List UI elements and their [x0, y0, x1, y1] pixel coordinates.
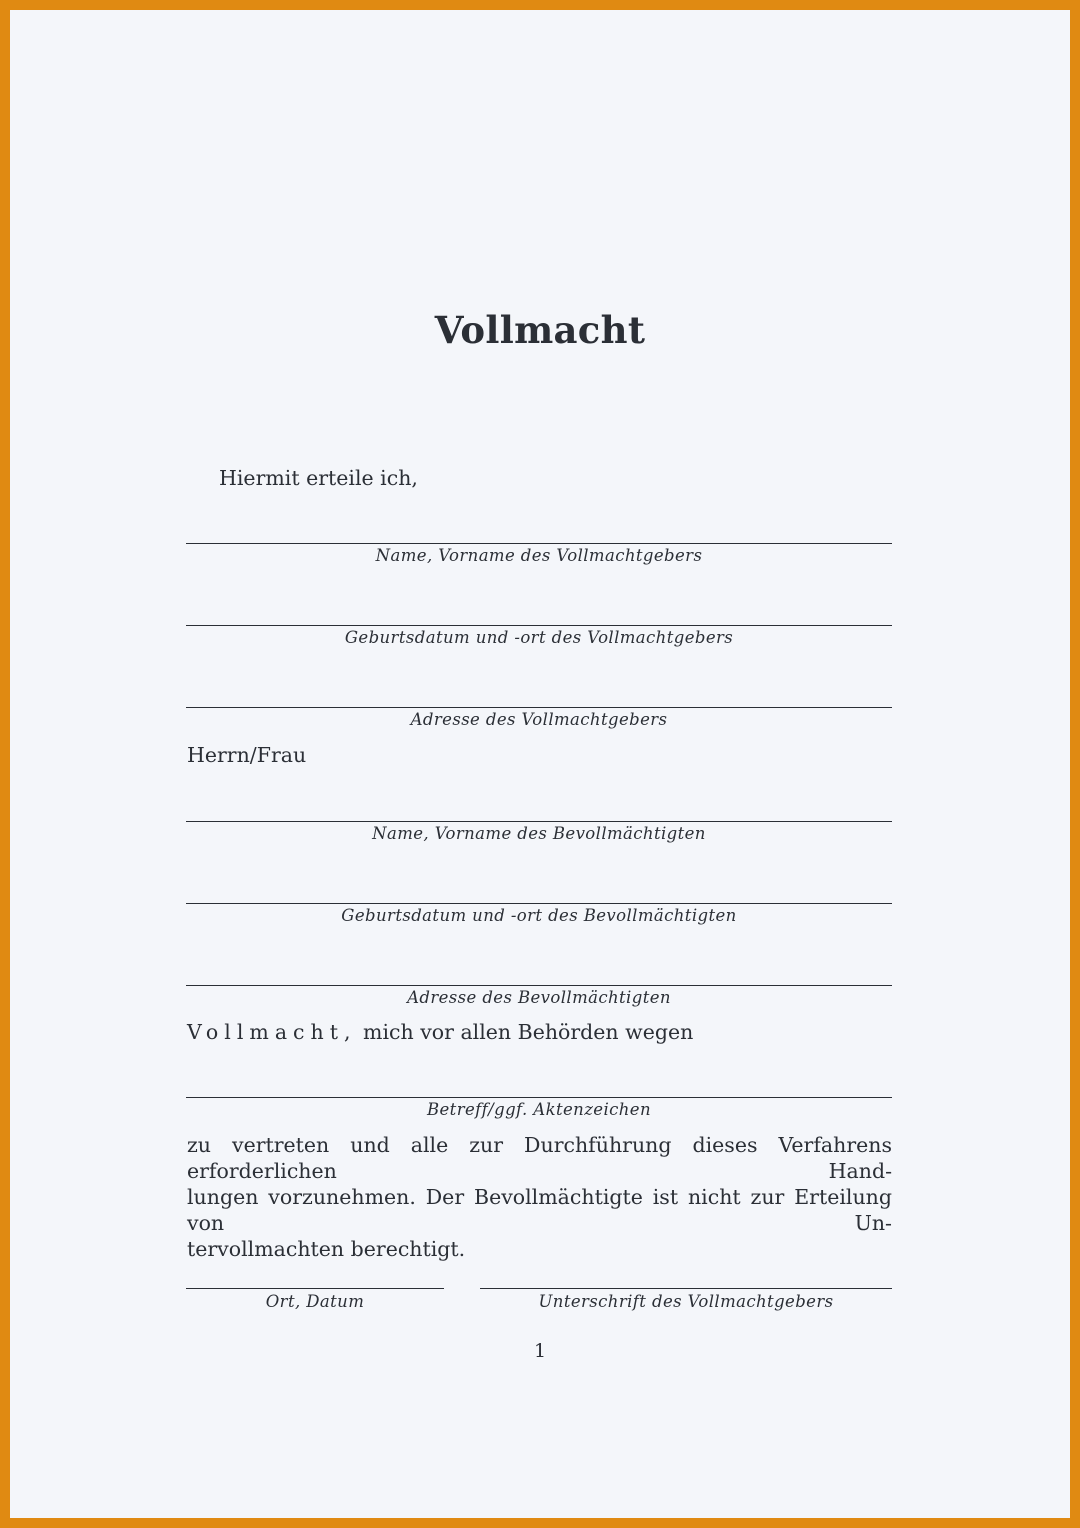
place-date-line[interactable]: [186, 1288, 444, 1289]
grant-word: Vollmacht,: [187, 1020, 357, 1044]
grant-rest: mich vor allen Behörden wegen: [363, 1020, 694, 1044]
authority-paragraph: [187, 1132, 892, 1262]
agent-address-caption: Adresse des Bevollmächtigten: [407, 988, 671, 1007]
subject-caption: Betreff/ggf. Aktenzeichen: [426, 1100, 651, 1119]
recipient-label: Herrn/Frau: [187, 743, 307, 767]
agent-birth-line[interactable]: [186, 903, 892, 904]
grantor-birth-line[interactable]: [186, 625, 892, 626]
grantor-name-line[interactable]: [186, 543, 892, 544]
grantor-address-line[interactable]: [186, 707, 892, 708]
agent-address-line[interactable]: [186, 985, 892, 986]
document-title: Vollmacht: [434, 308, 646, 352]
signature-caption: Unterschrift des Vollmachtgebers: [538, 1292, 834, 1311]
agent-name-line[interactable]: [186, 821, 892, 822]
grantor-birth-caption: Geburtsdatum und -ort des Vollmachtgebers: [344, 628, 734, 647]
agent-birth-caption: Geburtsdatum und -ort des Bevollmächtigten: [341, 906, 737, 925]
paragraph-line: lungen vorzunehmen. Der Bevollmächtigte ist nicht zur Erteilung von Un-: [187, 1185, 892, 1235]
intro-text: Hiermit erteile ich,: [219, 466, 418, 490]
paragraph-line: zu vertreten und alle zur Durchführung dieses Verfahrens erforderlichen Hand-: [187, 1133, 892, 1183]
grant-sentence: [187, 1019, 693, 1045]
agent-name-caption: Name, Vorname des Bevollmächtigten: [372, 824, 706, 843]
signature-line[interactable]: [480, 1288, 892, 1289]
subject-line[interactable]: [186, 1097, 892, 1098]
grantor-address-caption: Adresse des Vollmachtgebers: [410, 710, 668, 729]
page-number: 1: [533, 1340, 547, 1362]
grantor-name-caption: Name, Vorname des Vollmachtgebers: [375, 546, 703, 565]
paragraph-line: tervollmachten berechtigt.: [187, 1237, 466, 1261]
place-date-caption: Ort, Datum: [265, 1292, 365, 1311]
